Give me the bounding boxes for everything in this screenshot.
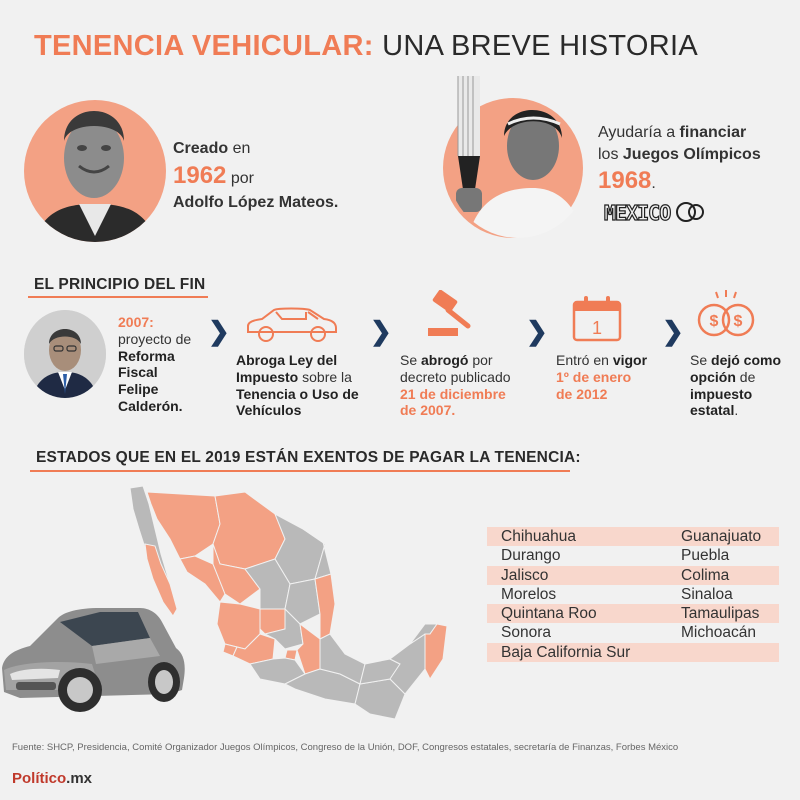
portrait-olympic-torch: [438, 76, 588, 238]
step5-bold1: dejó como: [711, 352, 782, 368]
state-item: Guanajuato: [681, 528, 762, 545]
chevron-right-icon: ❯: [370, 316, 392, 346]
step1-bold3: Felipe: [118, 381, 159, 398]
states-left-column: [501, 527, 630, 662]
step1-year: 2007:: [118, 314, 154, 330]
step3-orange1: 21 de diciembre: [400, 385, 506, 402]
page-title: [34, 30, 698, 63]
timeline-step-2: [236, 352, 359, 419]
section-underline-1: [28, 296, 208, 298]
logo-suffix: .mx: [66, 770, 93, 787]
step4-orange1: 1º de enero: [556, 368, 632, 385]
created-label: Creado: [173, 140, 229, 157]
step2-normal: sobre la: [302, 368, 352, 385]
title-part1: TENENCIA VEHICULAR:: [34, 30, 374, 62]
svg-text:MEXICO: MEXICO: [604, 201, 671, 225]
step5-dot: .: [734, 402, 739, 419]
chevron-right-icon: ❯: [526, 316, 548, 346]
timeline-step-5: [690, 352, 781, 419]
calendar-number: 1: [591, 318, 603, 338]
created-por: por: [230, 169, 254, 187]
olympics-line1-pre: Ayudaría a: [598, 124, 676, 141]
step3-line2: decreto publicado: [400, 368, 511, 385]
politico-logo: [12, 770, 92, 787]
step5-bold4: estatal: [690, 402, 735, 419]
created-block: [173, 138, 338, 214]
created-en: en: [232, 140, 251, 157]
step5-normal: de: [739, 368, 756, 385]
olympics-year: 1968: [598, 167, 652, 195]
olympics-line1-bold: financiar: [679, 124, 747, 141]
step3-orange2: de 2007.: [400, 402, 456, 419]
step2-bold2: Impuesto: [236, 368, 299, 385]
section-heading-states: ESTADOS QUE EN EL 2019 ESTÁN EXENTOS DE PAGAR LA TENENCIA:: [36, 449, 581, 466]
step1-bold2: Fiscal: [118, 364, 158, 381]
created-person: Adolfo López Mateos.: [173, 193, 339, 211]
state-item: Quintana Roo: [501, 605, 597, 623]
calendar-icon: [570, 294, 624, 342]
step2-bold3: Tenencia o Uso de: [236, 385, 359, 402]
timeline-step-4: [556, 352, 647, 402]
step3-bold: abrogó: [421, 352, 469, 368]
chevron-right-icon: ❯: [208, 316, 230, 346]
timeline-step-3: [400, 352, 511, 419]
step4-pre: Entró en: [556, 352, 609, 368]
timeline-step-1: [118, 314, 191, 415]
section-heading-fin: EL PRINCIPIO DEL FIN: [34, 276, 206, 293]
source-note: Fuente: SHCP, Presidencia, Comité Organizador Juegos Olímpicos, Congreso de la Unión, DOF, Congresos estatales, secretaría de Finanzas, Forbes México: [12, 742, 679, 753]
dollar-coins-icon: [694, 290, 758, 340]
step3-post: por: [472, 352, 493, 368]
svg-text:$: $: [709, 313, 719, 330]
step2-bold1: Abroga Ley del: [236, 352, 338, 368]
created-year: 1962: [173, 161, 227, 189]
olympics-block: [598, 122, 761, 198]
portrait-lopez-mateos: [24, 86, 166, 242]
car-photo: [0, 598, 186, 718]
state-item: Sinaloa: [681, 585, 733, 603]
state-item: Chihuahua: [501, 528, 576, 545]
logo-main: Político: [12, 770, 67, 787]
state-item: Puebla: [681, 547, 730, 565]
car-icon: [244, 304, 338, 346]
states-right-column: [681, 527, 761, 643]
step5-bold3: impuesto: [690, 385, 753, 402]
olympics-line2-pre: los: [598, 145, 619, 163]
step2-bold4: Vehículos: [236, 402, 302, 419]
state-item: Jalisco: [501, 566, 549, 584]
state-item: Baja California Sur: [501, 643, 631, 661]
state-item: Michoacán: [681, 624, 756, 642]
state-item: Colima: [681, 566, 730, 584]
olympics-dot: .: [651, 175, 656, 193]
step5-pre: Se: [690, 352, 708, 368]
title-part2: UNA BREVE HISTORIA: [382, 30, 698, 62]
svg-text:$: $: [733, 313, 743, 330]
portrait-calderon: [24, 310, 106, 398]
gavel-icon: [422, 290, 478, 340]
state-item: Tamaulipas: [681, 605, 760, 623]
step3-pre: Se: [400, 352, 418, 368]
step1-bold1: Reforma: [118, 347, 175, 364]
step5-bold2: opción: [690, 368, 736, 385]
step1-bold4: Calderón.: [118, 397, 183, 414]
olympics-line2-bold: Juegos Olímpicos: [622, 145, 761, 163]
section-underline-2: [30, 470, 570, 472]
chevron-right-icon: ❯: [662, 316, 684, 346]
state-item: Durango: [501, 547, 561, 565]
step4-bold: vigor: [612, 352, 648, 368]
mexico68-logo: [602, 198, 704, 226]
state-item: Morelos: [501, 585, 557, 603]
step4-orange2: de 2012: [556, 385, 608, 402]
state-item: Sonora: [501, 624, 551, 642]
step1-line2: proyecto de: [118, 330, 192, 347]
